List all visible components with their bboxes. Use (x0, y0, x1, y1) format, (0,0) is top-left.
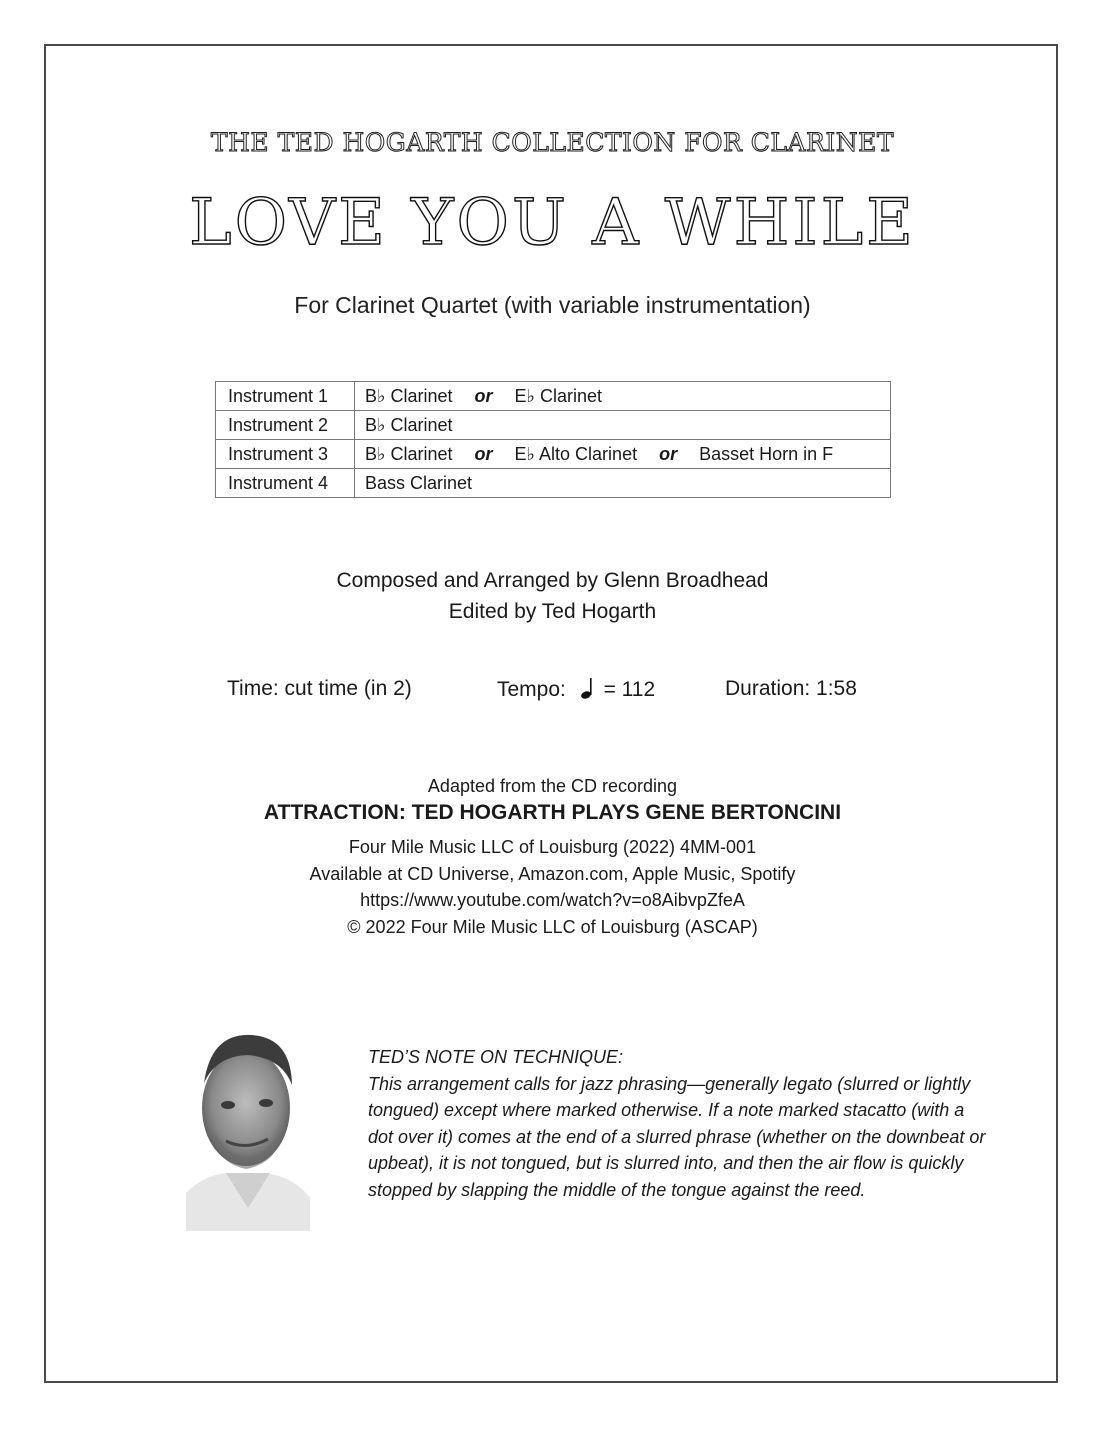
instrument-option: E♭ Alto Clarinet (514, 443, 638, 464)
subtitle: For Clarinet Quartet (with variable instrumentation) (294, 292, 811, 318)
technique-note (368, 1044, 988, 1203)
table-row (216, 382, 891, 411)
instrument-options (355, 469, 891, 498)
instrument-option: B♭ Clarinet (365, 414, 453, 435)
instrument-label: Instrument 3 (216, 440, 355, 469)
author-photo (186, 1023, 310, 1231)
technique-body: This arrangement calls for jazz phrasing—generally legato (slurred or lightly tongued) except where marked otherwise. If a note marked stacatto (with a dot over it) comes at the end of a slurred phrase (whether on the downbeat or upbeat), it is not tongued, but is slurred into, and then the air flow is quickly stopped by slapping the middle of the tongue against the reed. (368, 1073, 986, 1200)
instrument-label: Instrument 1 (216, 382, 355, 411)
duration: Duration: 1:58 (725, 677, 857, 700)
editor-line: Edited by Ted Hogarth (448, 600, 657, 623)
composer-line: Composed and Arranged by Glenn Broadhead (336, 569, 769, 592)
instrument-label: Instrument 4 (216, 469, 355, 498)
instrument-options (355, 411, 891, 440)
instrument-label: Instrument 2 (216, 411, 355, 440)
credit-line: https://www.youtube.com/watch?v=o8AibvpZfeA (360, 890, 745, 910)
credits-block (0, 565, 1105, 627)
credit-line: Four Mile Music LLC of Louisburg (2022) 4MM-001 (348, 837, 757, 857)
instrumentation-table (215, 381, 891, 498)
instrument-option: B♭ Clarinet (365, 443, 453, 464)
adapted-note: Adapted from the CD recording (427, 776, 678, 796)
tempo-value: = 112 (603, 678, 656, 701)
table-row (216, 469, 891, 498)
time-signature: Time: cut time (in 2) (227, 677, 412, 700)
instrument-option: E♭ Clarinet (514, 385, 603, 406)
credit-line: Available at CD Universe, Amazon.com, Apple Music, Spotify (309, 863, 796, 884)
or-word: or (474, 385, 493, 406)
table-row (216, 440, 891, 469)
credit-line: © 2022 Four Mile Music LLC of Louisburg (ASCAP) (347, 916, 758, 937)
instrument-option: Bass Clarinet (365, 472, 473, 493)
instrument-options (355, 382, 891, 411)
collection-title: THE TED HOGARTH COLLECTION FOR CLARINET (210, 128, 895, 157)
technique-heading: TED’S NOTE ON TECHNIQUE: (368, 1047, 624, 1067)
album-title: ATTRACTION: TED HOGARTH PLAYS GENE BERTONCINI (263, 801, 842, 824)
piece-title: LOVE YOU A WHILE (189, 186, 916, 260)
album-credits (0, 834, 1105, 940)
instrument-option: Basset Horn in F (699, 443, 834, 464)
instrument-option: B♭ Clarinet (365, 385, 453, 406)
instrument-options (355, 440, 891, 469)
tempo-label: Tempo: (497, 678, 566, 701)
or-word: or (659, 443, 678, 464)
tempo (497, 677, 655, 702)
or-word: or (474, 443, 493, 464)
table-row (216, 411, 891, 440)
quarter-note-icon (580, 677, 598, 699)
